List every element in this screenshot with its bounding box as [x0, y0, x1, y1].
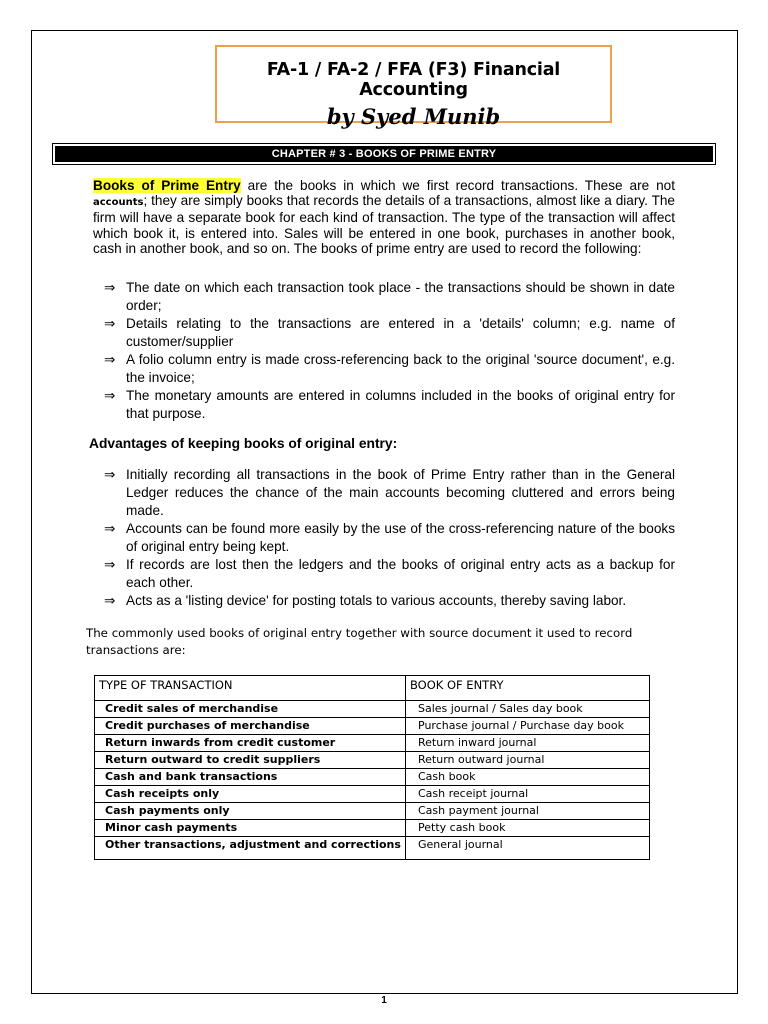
arrow-icon: ⇒	[104, 388, 116, 403]
transaction-type-cell: Minor cash payments	[95, 820, 406, 837]
transaction-type-cell: Return inwards from credit customer	[95, 735, 406, 752]
document-title: FA-1 / FA-2 / FFA (F3) Financial Accounting	[266, 60, 561, 100]
book-of-entry-cell: Petty cash book	[406, 820, 650, 837]
table-header-row	[95, 676, 650, 701]
transaction-type-cell: Other transactions, adjustment and corrections	[95, 837, 406, 860]
record-items-list	[104, 279, 675, 423]
book-of-entry-cell: Sales journal / Sales day book	[406, 701, 650, 718]
list-item: ⇒ The date on which each transaction took place - the transactions should be shown in date order;	[104, 280, 675, 313]
advantages-list	[104, 466, 675, 610]
book-of-entry-cell: General journal	[406, 837, 650, 860]
list-item: ⇒ The monetary amounts are entered in columns included in the books of original entry for that purpose.	[104, 388, 675, 421]
table-row	[95, 718, 650, 735]
arrow-icon: ⇒	[104, 352, 116, 367]
books-table	[94, 675, 650, 860]
arrow-icon: ⇒	[104, 467, 116, 482]
transaction-type-cell: Cash payments only	[95, 803, 406, 820]
table-row	[95, 786, 650, 803]
transaction-type-cell: Cash and bank transactions	[95, 769, 406, 786]
arrow-icon: ⇒	[104, 280, 116, 295]
list-item: ⇒ A folio column entry is made cross-referencing back to the original 'source document', e.g. the invoice;	[104, 352, 675, 385]
list-item: ⇒ If records are lost then the ledgers and the books of original entry acts as a backup for each other.	[104, 557, 675, 590]
table-row	[95, 803, 650, 820]
book-of-entry-cell: Return outward journal	[406, 752, 650, 769]
title-box	[215, 45, 612, 129]
intro-paragraph	[93, 178, 675, 256]
table-row	[95, 735, 650, 752]
common-books-text: The commonly used books of original entry together with source document it used to record transactions are:	[86, 626, 633, 657]
transaction-type-cell: Credit purchases of merchandise	[95, 718, 406, 735]
transaction-type-cell: Cash receipts only	[95, 786, 406, 803]
list-item: ⇒ Details relating to the transactions are entered in a 'details' column; e.g. name of customer/supplier	[104, 316, 675, 349]
column-header-type: TYPE OF TRANSACTION	[95, 676, 406, 701]
advantages-heading: Advantages of keeping books of original entry:	[89, 436, 398, 451]
column-header-book: BOOK OF ENTRY	[406, 676, 650, 701]
book-of-entry-cell: Purchase journal / Purchase day book	[406, 718, 650, 735]
book-of-entry-cell: Return inward journal	[406, 735, 650, 752]
intro-text-1: are the books in which we first record transactions. These are not	[240, 178, 675, 193]
list-item: ⇒ Acts as a 'listing device' for posting totals to various accounts, thereby saving labor.	[104, 593, 627, 608]
arrow-icon: ⇒	[104, 521, 116, 536]
list-item: ⇒ Initially recording all transactions in the book of Prime Entry rather than in the General Ledger reduces the chance of the main accounts becoming cluttered and errors being made.	[104, 467, 675, 518]
book-of-entry-cell: Cash payment journal	[406, 803, 650, 820]
table-row	[95, 837, 650, 860]
arrow-icon: ⇒	[104, 593, 116, 608]
intro-small-word: accounts	[93, 197, 144, 209]
table-row	[95, 820, 650, 837]
book-of-entry-cell: Cash book	[406, 769, 650, 786]
list-item: ⇒ Accounts can be found more easily by the use of the cross-referencing nature of the books of original entry being kept.	[104, 521, 675, 554]
book-of-entry-cell: Cash receipt journal	[406, 786, 650, 803]
table-row	[95, 701, 650, 718]
chapter-banner	[52, 143, 716, 165]
chapter-title: CHAPTER # 3 - BOOKS OF PRIME ENTRY	[55, 146, 713, 162]
transaction-type-cell: Return outward to credit suppliers	[95, 752, 406, 769]
highlighted-term: Books of Prime Entry	[93, 178, 241, 193]
arrow-icon: ⇒	[104, 316, 116, 331]
arrow-icon: ⇒	[104, 557, 116, 572]
table-row	[95, 769, 650, 786]
transaction-type-cell: Credit sales of merchandise	[95, 701, 406, 718]
intro-text-2: ; they are simply books that records the details of a transactions, almost like a diary. The firm will have a separate book for each kind of transaction. The type of the transaction will affect which book it, is entered into. Sales will be entered in one book, purchases in another book, cash in another book, and so on. The books of prime entry are used to record the following:	[93, 193, 675, 256]
page-number: 1	[381, 995, 387, 1006]
author-line: by Syed Munib	[326, 104, 501, 129]
table-row	[95, 752, 650, 769]
